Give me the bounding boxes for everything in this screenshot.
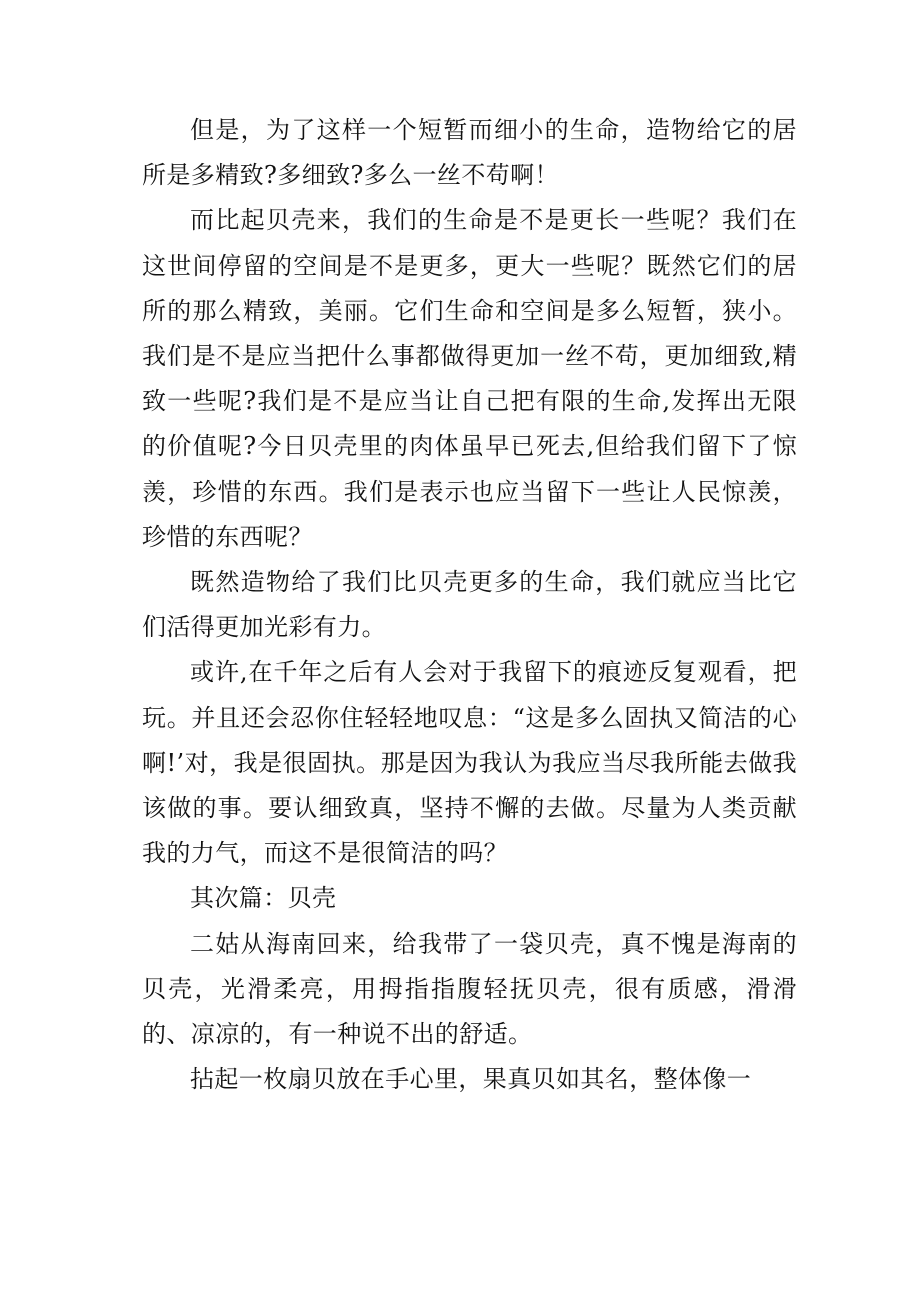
paragraph-5: 二姑从海南回来，给我带了一袋贝壳，真不愧是海南的贝壳，光滑柔亮，用拇指指腹轻抚贝壳，很有质感，滑滑的、凉凉的，有一种说不出的舒适。 <box>142 929 797 1049</box>
section-heading: 其次篇：贝壳 <box>190 884 337 913</box>
paragraph-4: 或许,在千年之后有人会对于我留下的痕迹反复观看，把玩。并且还会忍你住轻轻地叹息：“这是多么固执又简洁的心啊!’对，我是很固执。那是因为我认为我应当尽我所能去做我该做的事。要认细致真，坚持不懈的去做。尽量为人类贡献我的力气，而这不是很简洁的吗？ <box>142 658 797 868</box>
paragraph-6: 拈起一枚扇贝放在手心里，果真贝如其名，整体像一 <box>190 1065 752 1094</box>
paragraph-1: 但是，为了这样一个短暂而细小的生命，造物给它的居所是多精致?多细致?多么一丝不苟啊！ <box>142 116 797 190</box>
document-body <box>142 108 797 1102</box>
paragraph-2: 而比起贝壳来，我们的生命是不是更长一些呢？我们在这世间停留的空间是不是更多，更大一些呢？既然它们的居所的那么精致，美丽。它们生命和空间是多么短暂，狭小。我们是不是应当把什么事都做得更加一丝不苟，更加细致,精致一些呢?我们是不是应当让自己把有限的生命,发挥出无限的价值呢?今日贝壳里的肉体虽早已死去,但给我们留下了惊羡，珍惜的东西。我们是表示也应当留下一些让人民惊羡，珍惜的东西呢？ <box>142 206 797 551</box>
paragraph-3: 既然造物给了我们比贝壳更多的生命，我们就应当比它们活得更加光彩有力。 <box>142 568 797 642</box>
